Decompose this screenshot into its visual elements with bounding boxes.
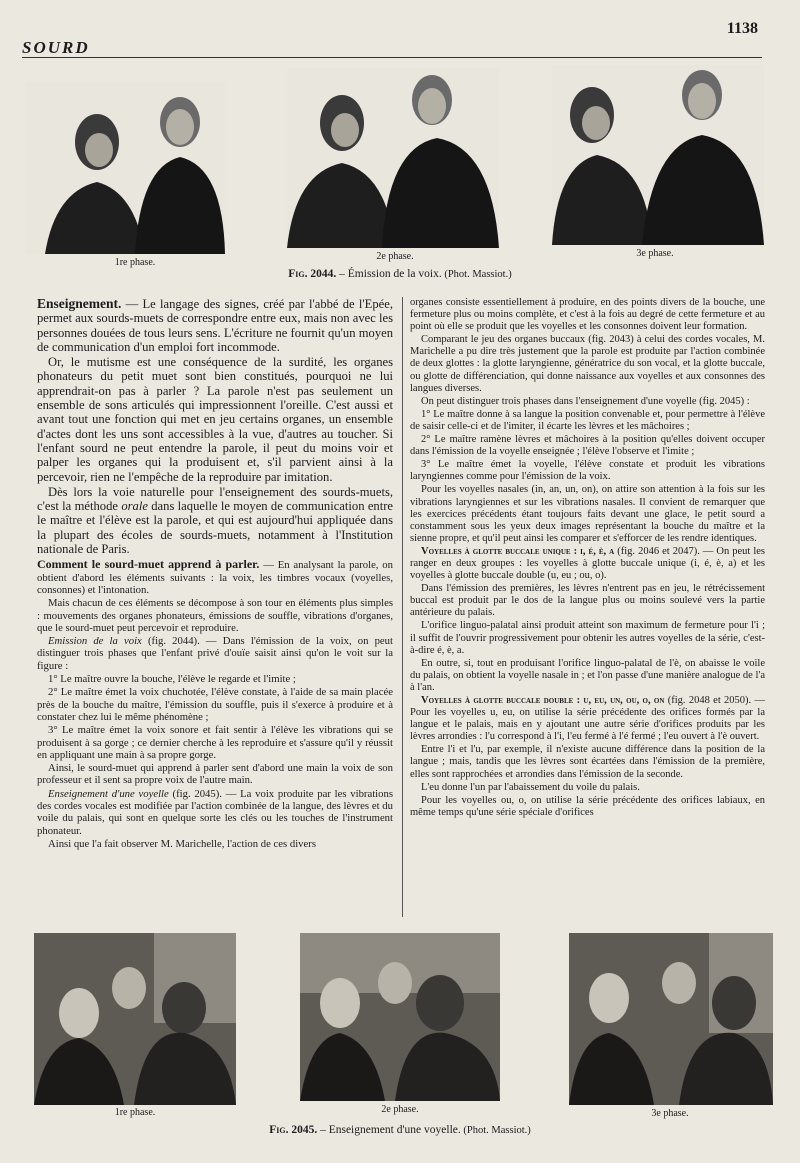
paragraph: 2° Le maître ramène lèvres et mâchoires à la position qu'elles doivent occuper dans l'émission de la voyelle enseignée ; l'élève l'observe et l'imite ; (410, 434, 765, 458)
phase-label-top-2: 2e phase. (376, 251, 414, 262)
paragraph: 3° Le maître émet la voyelle, l'élève constate et produit les vibrations laryngiennes comme pour l'émission de la voix. (410, 459, 765, 483)
phase-label-top-3: 3e phase. (636, 248, 674, 259)
phase-label-bottom-1: 1re phase. (114, 1107, 156, 1118)
paragraph: Comparant le jeu des organes buccaux (fig. 2043) à celui des cordes vocales, M. Marichelle a pu dire très justement que la parole est produite par l'action combinée de deux glottes : la glotte laryngienne, génératrice du son vocal, et la glotte buccale, ou glotte de différenciation, qui donne naissance aux voyelles et aux consonnes des langues diverses. (410, 334, 765, 394)
paragraph: 3° Le maître émet la voix sonore et fait sentir à l'élève les vibrations qui se produisent à sa gorge ; ce dernier cherche à les reproduire et s'assure qu'il y réussit en appliquant une main à sa propre gorge. (37, 724, 393, 761)
paragraph: 2° Le maître émet la voix chuchotée, l'élève constate, à l'aide de sa main placée près de la bouche du maître, l'émission du souffle, puis il s'exerce à produire et à constater chez lui le même phénomène ; (37, 686, 393, 723)
paragraph: En outre, si, tout en produisant l'orifice linguo-palatal de l'è, on abaisse le voile du palais, on obtient la voyelle nasale in ; et l'on passe d'une manière analogue de l'a à l'an. (410, 657, 765, 693)
running-header: SOURD (22, 38, 90, 57)
column-divider (402, 297, 403, 917)
paragraph: Ainsi, le sourd-muet qui apprend à parler sent d'abord une main la voix de son professeur et il sent sa propre voix de l'autre main. (37, 762, 393, 787)
paragraph: Enseignement d'une voyelle (fig. 2045). — La voix produite par les vibrations des cordes vocales est modifiée par l'action combinée de la langue, des lèvres et du voile du palais, qui sont en quelque sorte les clés ou les touches de l'instrument phonateur. (37, 787, 393, 837)
paragraph: L'eu donne l'un par l'abaissement du voile du palais. (421, 781, 640, 793)
section-heading-enseignement: Enseignement. (37, 296, 122, 311)
paragraph: Entre l'i et l'u, par exemple, il n'existe aucune différence dans la position de la langue ; mais, tandis que les lèvres sont écartées dans l'émission de la première, elles sont rapprochées et arrondies dans l'émission de la seconde. (410, 744, 765, 780)
caption-title: – Émission de la voix. (336, 268, 442, 280)
phase-label-bottom-3: 3e phase. (651, 1108, 689, 1119)
subheading-emission: Emission de la voix (48, 635, 142, 648)
caption-fig-number: Fig. 2044. (288, 268, 337, 280)
subheading-voyelle: Enseignement d'une voyelle (48, 787, 169, 800)
header-rule (22, 57, 762, 58)
caption-title: – Enseignement d'une voyelle. (317, 1124, 461, 1136)
paragraph: Comment le sourd-muet apprend à parler. — En analysant la parole, on obtient d'abord les éléments suivants : la voix, les timbres vocaux (voyelles, consonnes) et l'intonation. (37, 557, 393, 596)
text-column-right (410, 297, 765, 820)
section-heading-apprendre: Comment le sourd-muet apprend à parler. (37, 557, 260, 572)
text-column-left (37, 297, 393, 851)
paragraph: Pour les voyelles ou, o, on utilise la série précédente des orifices labiaux, en même temps qu'une série spéciale d'orifices (410, 794, 765, 818)
intro-block (37, 297, 393, 556)
paragraph: organes consiste essentiellement à produire, en des points divers de la bouche, une fermeture plus ou moins complète, et c'est à la fois au degré de cette fermeture et au point où elle se produit que les voyelles et les consonnes doivent leur formation. (410, 297, 765, 333)
paragraph: 1° Le maître donne à sa langue la position convenable et, pour permettre à l'élève de saisir celle-ci et de l'imiter, il écarte les lèvres et les mâchoires ; (410, 408, 765, 432)
page-number: 1138 (726, 20, 758, 37)
paragraph: 1° Le maître ouvre la bouche, l'élève le regarde et l'imite ; (48, 673, 296, 686)
figure-caption-2044 (0, 268, 800, 280)
paragraph: Dans l'émission des premières, les lèvres n'entrent pas en jeu, le rétrécissement buccal est produit par le dos de la langue plus ou moins soulevé vers la partie antérieure du palais. (410, 583, 765, 619)
paragraph: L'orifice linguo-palatal ainsi produit atteint son maximum de fermeture pour l'i ; il suffit de l'ouvrir progressivement pour obtenir les autres voyelles de la série, c'est-à-dire é, è, a. (410, 620, 765, 656)
phase-label-bottom-2: 2e phase. (381, 1104, 419, 1115)
caption-fig-number: Fig. 2045. (269, 1124, 318, 1136)
paragraph: Or, le mutisme est une conséquence de la surdité, les organes phonateurs du petit muet sont bien constitués, pourquoi ne lui apprendrait-on pas à parler ? La parole n'est pas seulement un ensemble de sons articulés qui impressionnent l'oreille. C'est aussi et avant tout une fonction qui met en jeu certains organes, un ensemble d'actes dont les uns sont accessibles à la vue, d'autres au toucher. Si l'enfant sourd ne peut entendre la parole, il peut du moins voir et palper les organes qui la produisent et, s'il parvient ainsi à la percevoir, rien ne l'empêche de la reproduire par imitation. (37, 355, 393, 484)
photo-fig2044-phase3 (552, 65, 764, 245)
phase-label-top-1: 1re phase. (114, 257, 156, 268)
photo-fig2044-phase1 (25, 82, 225, 254)
paragraph: Mais chacun de ces éléments se décompose à son tour en éléments plus simples : mouvements des organes phonateurs, émissions de souffle, vibrations d'organes, que le sourd-muet peut percevoir et reproduire. (37, 597, 393, 634)
caption-credit: (Phot. Massiot.) (460, 1125, 531, 1136)
photo-fig2045-phase3 (569, 933, 773, 1105)
paragraph: Enseignement. — Le langage des signes, créé par l'abbé de l'Epée, permet aux sourds-muets de correspondre entre eux, mais non avec les personnes douées de tous leurs sens. L'écriture ne fournit qu'un moyen de communication d'un emploi fort incommode. (37, 296, 393, 354)
paragraph: Voyelles à glotte buccale unique : i, é, è, a (fig. 2046 et 2047). — On peut les ranger en deux groupes : les voyelles à glotte buccale unique (i, é, è, a) et les voyelles à glotte buccale double (u, eu ; ou, o). (410, 545, 765, 582)
photo-fig2044-phase2 (287, 68, 499, 248)
subheading-glotte-double: Voyelles à glotte buccale double : u, eu, un, ou, o, on (421, 695, 665, 706)
paragraph: Ainsi que l'a fait observer M. Marichelle, l'action de ces divers (48, 837, 316, 850)
paragraph: Pour les voyelles nasales (in, an, un, on), on attire son attention à la fois sur les vibrations laryngiennes et sur les vibrations nasales. Il convient de remarquer que les exercices précédents étant toujours faits devant une glace, le petit sourd a constamment sous les yeux deux images représentant la bouche du maître et la sienne propre, et qu'il peut ainsi les comparer et s'efforcer de les rendre identiques. (410, 484, 765, 544)
figure-caption-2045 (0, 1124, 800, 1136)
subheading-glotte-unique: Voyelles à glotte buccale unique : i, é, è, a (421, 545, 615, 557)
paragraph: Voyelles à glotte buccale double : u, eu, un, ou, o, on (fig. 2048 et 2050). — Pour les voyelles u, eu, on utilise la série précédente des orifices formés par la langue et le palais, mais en y ajoutant une autre série d'orifices produits par les lèvres arrondies : l'u correspond à l'i, l'eu fermé à l'é fermé ; l'eu ouvert à l'è ouvert. (410, 695, 765, 743)
caption-credit: (Phot. Massiot.) (441, 269, 512, 280)
paragraph: Dès lors la voie naturelle pour l'enseignement des sourds-muets, c'est la méthode orale dans laquelle le moyen de communication entre le maître et l'élève est la parole, et qui est aujourd'hui appliquée dans la plupart des écoles de sourds-muets, notamment à l'Institution nationale de Paris. (37, 484, 394, 557)
photo-fig2045-phase1 (34, 933, 236, 1105)
paragraph: Emission de la voix (fig. 2044). — Dans l'émission de la voix, on peut distinguer trois phases que l'enfant privé d'ouïe saisit ainsi qu'on le voit sur la figure : (37, 635, 393, 672)
photo-fig2045-phase2 (300, 933, 500, 1101)
paragraph: On peut distinguer trois phases dans l'enseignement d'une voyelle (fig. 2045) : (421, 395, 750, 407)
